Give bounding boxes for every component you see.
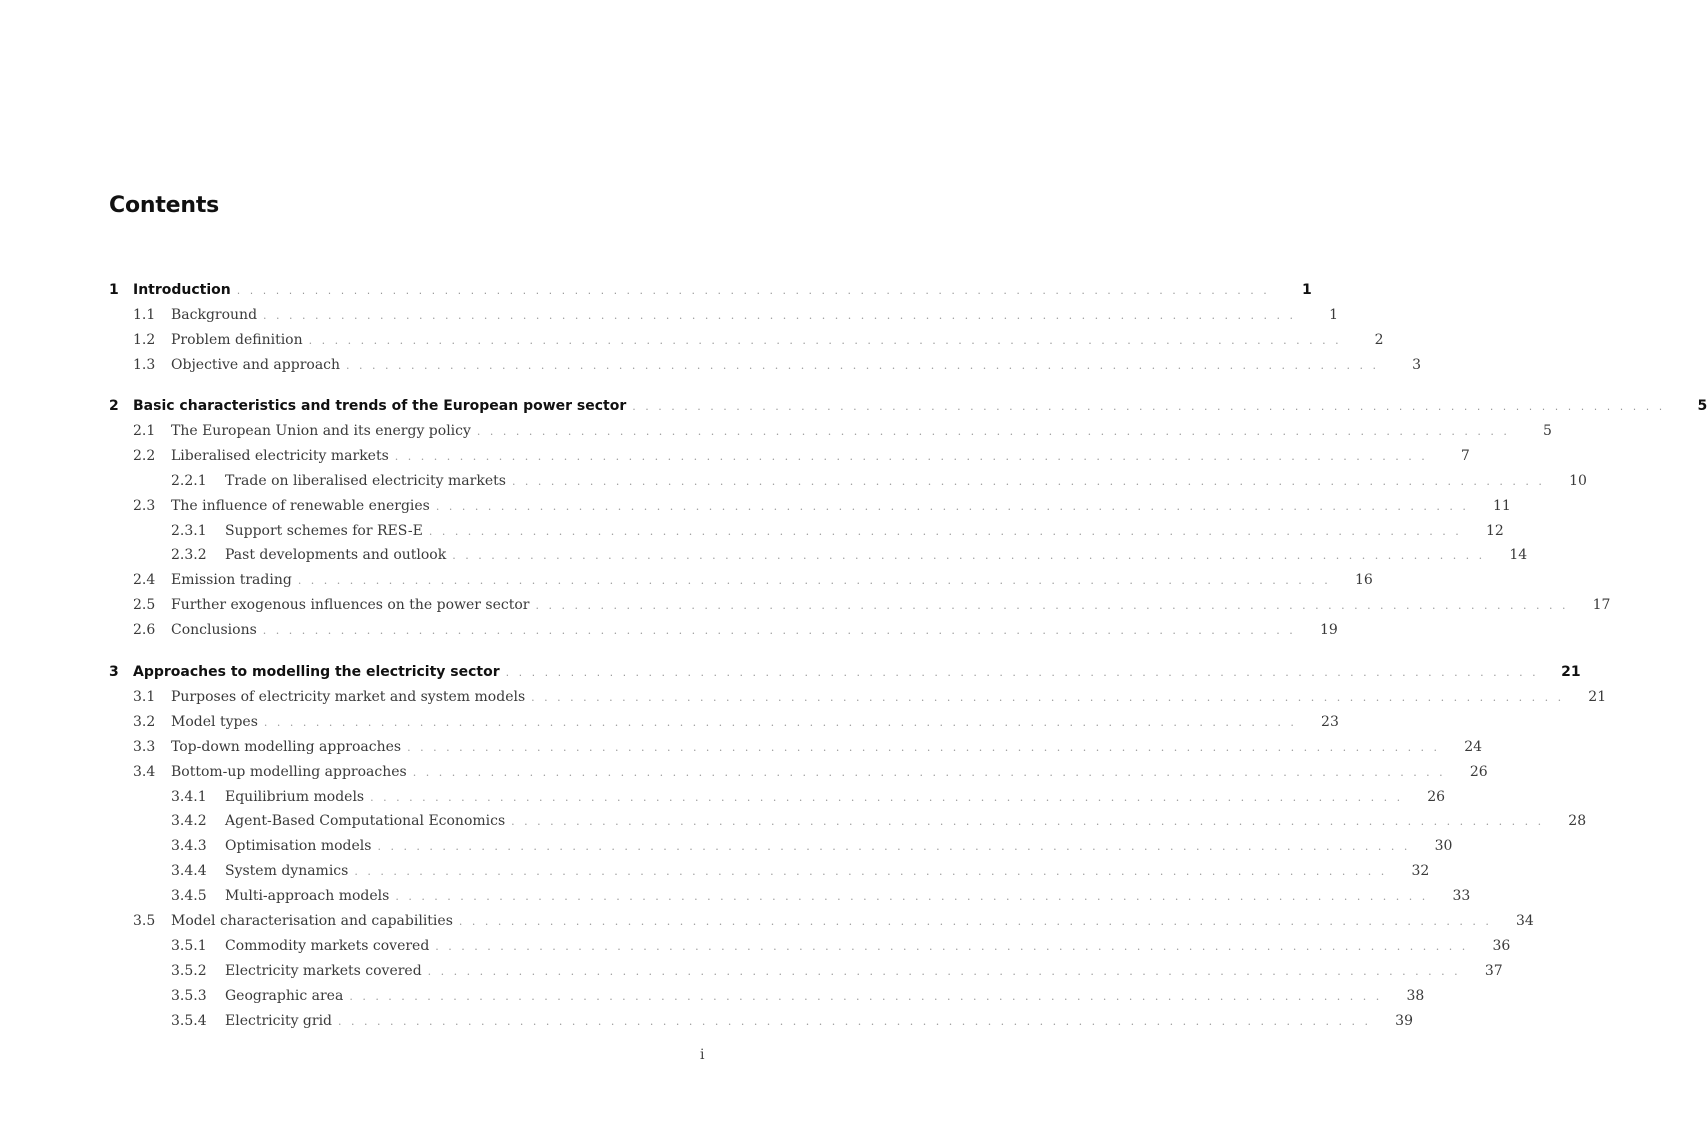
- dot-leader: . . . . . . . . . . . . . . . . . . . . . . . . . . . . . . . . . . . . . . . . . . . . . . . . . . . . . . . . . . . . . . . . . . . . . . . . . . . . . . . .: [458, 915, 1492, 928]
- toc-entry-page: 26: [1427, 788, 1446, 805]
- dot-leader: . . . . . . . . . . . . . . . . . . . . . . . . . . . . . . . . . . . . . . . . . . . . . . . . . . . . . . . . . . . . . . . . . . . . . . . . . . . . . . . .: [394, 449, 1428, 463]
- toc-entry-title: Optimisation models: [225, 838, 372, 855]
- toc-entry-title: Background: [171, 306, 258, 323]
- dot-leader: . . . . . . . . . . . . . . . . . . . . . . . . . . . . . . . . . . . . . . . . . . . . . . . . . . . . . . . . . . . . . . . . . . . . . . . . . . . . . . . .: [263, 715, 1297, 729]
- toc-entry-page: 1: [1301, 282, 1312, 298]
- toc-entry-number: 3.5.3: [171, 987, 207, 1004]
- toc-entry-page: 34: [1516, 913, 1534, 929]
- toc-entry-title: Electricity markets covered: [225, 962, 422, 979]
- dot-leader: . . . . . . . . . . . . . . . . . . . . . . . . . . . . . . . . . . . . . . . . . . . . . . . . . . . . . . . . . . . . . . . . . . . . . . . . . . . . . . . .: [505, 666, 1539, 679]
- toc-entry[interactable]: [109, 520, 1504, 542]
- toc-entry-number: 2: [109, 398, 119, 414]
- toc-entry-title: Model types: [171, 713, 258, 730]
- toc-entry-number: 2.2.1: [171, 472, 207, 489]
- dot-leader: . . . . . . . . . . . . . . . . . . . . . . . . . . . . . . . . . . . . . . . . . . . . . . . . . . . . . . . . . . . . . . . . . . . . . . . . . . . . . . . .: [377, 840, 1411, 854]
- toc-entry-title: Agent-Based Computational Economics: [225, 813, 506, 830]
- toc-entry-number: 3.4: [133, 763, 156, 780]
- toc-entry[interactable]: [109, 885, 1471, 907]
- toc-entry-page: 2: [1374, 331, 1384, 348]
- dot-leader: . . . . . . . . . . . . . . . . . . . . . . . . . . . . . . . . . . . . . . . . . . . . . . . . . . . . . . . . . . . . . . . . . . . . . . . . . . . . . . . .: [263, 308, 1297, 322]
- dot-leader: . . . . . . . . . . . . . . . . . . . . . . . . . . . . . . . . . . . . . . . . . . . . . . . . . . . . . . . . . . . . . . . . . . . . . . . . . . . . . . . .: [535, 599, 1569, 613]
- toc-entry-number: 2.1: [133, 422, 156, 439]
- toc-entry-title: The European Union and its energy policy: [171, 422, 471, 439]
- dot-leader: . . . . . . . . . . . . . . . . . . . . . . . . . . . . . . . . . . . . . . . . . . . . . . . . . . . . . . . . . . . . . . . . . . . . . . . . . . . . . . . .: [308, 333, 1342, 347]
- toc-entry-title: Conclusions: [171, 622, 257, 639]
- toc-entry[interactable]: [109, 960, 1503, 982]
- toc-entry-page: 28: [1568, 813, 1587, 830]
- dot-leader: . . . . . . . . . . . . . . . . . . . . . . . . . . . . . . . . . . . . . . . . . . . . . . . . . . . . . . . . . . . . . . . . . . . . . . . . . . . . . . . .: [297, 574, 1331, 588]
- toc-entry-page: 38: [1406, 987, 1425, 1004]
- dot-leader: . . . . . . . . . . . . . . . . . . . . . . . . . . . . . . . . . . . . . . . . . . . . . . . . . . . . . . . . . . . . . . . . . . . . . . . . . . . . . . . .: [511, 815, 1545, 829]
- toc-entry-number: 3: [109, 664, 119, 680]
- dot-leader: . . . . . . . . . . . . . . . . . . . . . . . . . . . . . . . . . . . . . . . . . . . . . . . . . . . . . . . . . . . . . . . . . . . . . . . . . . . . . . . .: [395, 890, 1429, 904]
- toc-entry[interactable]: [109, 810, 1587, 832]
- toc-entry-number: 3.5.1: [171, 937, 207, 954]
- toc-chapter-entry[interactable]: [109, 395, 1707, 417]
- dot-leader: . . . . . . . . . . . . . . . . . . . . . . . . . . . . . . . . . . . . . . . . . . . . . . . . . . . . . . . . . . . . . . . . . . . . . . . . . . . . . . . .: [435, 499, 1469, 513]
- toc-entry-title: System dynamics: [225, 863, 349, 880]
- toc-entry-page: 3: [1412, 356, 1421, 373]
- toc-entry[interactable]: [109, 569, 1373, 591]
- toc-entry-number: 3.5: [133, 913, 156, 929]
- toc-entry-title: Introduction: [133, 282, 231, 298]
- toc-entry-title: Liberalised electricity markets: [171, 447, 389, 464]
- toc-entry[interactable]: [109, 329, 1384, 351]
- toc-entry-page: 24: [1464, 738, 1483, 755]
- dot-leader: . . . . . . . . . . . . . . . . . . . . . . . . . . . . . . . . . . . . . . . . . . . . . . . . . . . . . . . . . . . . . . . . . . . . . . . . . . . . . . . .: [349, 989, 1383, 1003]
- toc-entry-title: Commodity markets covered: [225, 937, 430, 954]
- toc-entry-title: Purposes of electricity market and system models: [171, 688, 526, 705]
- dot-leader: . . . . . . . . . . . . . . . . . . . . . . . . . . . . . . . . . . . . . . . . . . . . . . . . . . . . . . . . . . . . . . . . . . . . . . . . . . . . . . . .: [632, 400, 1666, 413]
- toc-entry-title: Past developments and outlook: [225, 547, 447, 564]
- dot-leader: . . . . . . . . . . . . . . . . . . . . . . . . . . . . . . . . . . . . . . . . . . . . . . . . . . . . . . . . . . . . . . . . . . . . . . . . . . . . . . . .: [435, 939, 1469, 953]
- toc-entry[interactable]: [109, 736, 1483, 758]
- dot-leader: . . . . . . . . . . . . . . . . . . . . . . . . . . . . . . . . . . . . . . . . . . . . . . . . . . . . . . . . . . . . . . . . . . . . . . . . . . . . . . . .: [511, 474, 1545, 488]
- toc-entry[interactable]: [109, 495, 1511, 517]
- toc-entry-title: Electricity grid: [225, 1012, 333, 1029]
- dot-leader: . . . . . . . . . . . . . . . . . . . . . . . . . . . . . . . . . . . . . . . . . . . . . . . . . . . . . . . . . . . . . . . . . . . . . . . . . . . . . . . .: [531, 690, 1565, 704]
- toc-entry-page: 39: [1395, 1012, 1413, 1029]
- toc-entry[interactable]: [109, 470, 1587, 492]
- toc-entry-title: Multi-approach models: [225, 888, 390, 905]
- dot-leader: . . . . . . . . . . . . . . . . . . . . . . . . . . . . . . . . . . . . . . . . . . . . . . . . . . . . . . . . . . . . . . . . . . . . . . . . . . . . . . . .: [370, 790, 1404, 804]
- toc-entry[interactable]: [109, 420, 1552, 442]
- toc-entry-title: Problem definition: [171, 331, 303, 348]
- toc-entry[interactable]: [109, 445, 1470, 467]
- toc-entry[interactable]: [109, 544, 1528, 566]
- toc-entry[interactable]: [109, 860, 1430, 882]
- toc-entry-page: 16: [1354, 572, 1373, 589]
- dot-leader: . . . . . . . . . . . . . . . . . . . . . . . . . . . . . . . . . . . . . . . . . . . . . . . . . . . . . . . . . . . . . . . . . . . . . . . . . . . . . . . .: [476, 424, 1510, 438]
- toc-entry-number: 3.4.1: [171, 788, 207, 805]
- toc-entry-page: 30: [1434, 838, 1453, 855]
- toc-entry-page: 14: [1509, 547, 1528, 564]
- toc-entry-number: 2.2: [133, 447, 156, 464]
- toc-entry-number: 3.4.3: [171, 838, 207, 855]
- toc-entry-title: Geographic area: [225, 987, 344, 1004]
- dot-leader: . . . . . . . . . . . . . . . . . . . . . . . . . . . . . . . . . . . . . . . . . . . . . . . . . . . . . . . . . . . . . . . . . . . . . . . . . . . . . . . .: [428, 524, 1462, 538]
- toc-entry-page: 12: [1485, 522, 1504, 539]
- toc-entry-page: 10: [1569, 472, 1587, 489]
- dot-leader: . . . . . . . . . . . . . . . . . . . . . . . . . . . . . . . . . . . . . . . . . . . . . . . . . . . . . . . . . . . . . . . . . . . . . . . . . . . . . . . .: [407, 740, 1441, 754]
- toc-entry-number: 3.4.5: [171, 888, 207, 905]
- dot-leader: . . . . . . . . . . . . . . . . . . . . . . . . . . . . . . . . . . . . . . . . . . . . . . . . . . . . . . . . . . . . . . . . . . . . . . . . . . . . . . . .: [236, 284, 1270, 297]
- toc-entry-number: 2.3.1: [171, 522, 207, 539]
- toc-entry-title: Top-down modelling approaches: [171, 738, 402, 755]
- toc-entry-page: 33: [1452, 888, 1471, 905]
- toc-entry-title: Basic characteristics and trends of the European power sector: [133, 398, 627, 414]
- toc-entry-title: The influence of renewable energies: [171, 497, 430, 514]
- toc-entry-page: 26: [1469, 763, 1488, 780]
- toc-entry[interactable]: [109, 594, 1611, 616]
- dot-leader: . . . . . . . . . . . . . . . . . . . . . . . . . . . . . . . . . . . . . . . . . . . . . . . . . . . . . . . . . . . . . . . . . . . . . . . . . . . . . . . .: [427, 964, 1461, 978]
- toc-entry-number: 3.4.2: [171, 813, 207, 830]
- toc-entry-number: 2.5: [133, 597, 156, 614]
- toc-entry-number: 2.4: [133, 572, 156, 589]
- toc-entry[interactable]: [109, 985, 1425, 1007]
- dot-leader: . . . . . . . . . . . . . . . . . . . . . . . . . . . . . . . . . . . . . . . . . . . . . . . . . . . . . . . . . . . . . . . . . . . . . . . . . . . . . . . .: [262, 624, 1296, 638]
- page-title: Contents: [109, 193, 220, 218]
- toc-entry[interactable]: [109, 935, 1511, 957]
- toc-entry-number: 1: [109, 282, 119, 298]
- toc-chapter-entry[interactable]: [109, 279, 1312, 301]
- toc-entry-title: Model characterisation and capabilities: [171, 913, 453, 929]
- dot-leader: . . . . . . . . . . . . . . . . . . . . . . . . . . . . . . . . . . . . . . . . . . . . . . . . . . . . . . . . . . . . . . . . . . . . . . . . . . . . . . . .: [452, 549, 1486, 563]
- toc-entry-page: 17: [1592, 597, 1611, 614]
- toc-entry[interactable]: [109, 761, 1488, 783]
- toc-entry-title: Support schemes for RES-E: [225, 522, 423, 539]
- toc-entry-page: 32: [1411, 863, 1430, 880]
- toc-entry-page: 11: [1493, 497, 1511, 514]
- toc-entry-page: 37: [1484, 962, 1503, 979]
- toc-entry-title: Objective and approach: [171, 356, 341, 373]
- page-number: i: [700, 1047, 705, 1063]
- toc-entry-title: Approaches to modelling the electricity sector: [133, 664, 500, 680]
- toc-entry-title: Bottom-up modelling approaches: [171, 763, 407, 780]
- toc-entry-page: 5: [1542, 422, 1552, 439]
- dot-leader: . . . . . . . . . . . . . . . . . . . . . . . . . . . . . . . . . . . . . . . . . . . . . . . . . . . . . . . . . . . . . . . . . . . . . . . . . . . . . . . .: [412, 765, 1446, 779]
- toc-entry[interactable]: [109, 619, 1338, 641]
- dot-leader: . . . . . . . . . . . . . . . . . . . . . . . . . . . . . . . . . . . . . . . . . . . . . . . . . . . . . . . . . . . . . . . . . . . . . . . . . . . . . . . .: [354, 865, 1388, 879]
- toc-entry-page: 21: [1561, 664, 1581, 680]
- toc-entry-number: 2.6: [133, 622, 156, 639]
- toc-entry-number: 3.4.4: [171, 863, 207, 880]
- toc-entry-number: 3.5.2: [171, 962, 207, 979]
- toc-entry-page: 36: [1492, 937, 1511, 954]
- dot-leader: . . . . . . . . . . . . . . . . . . . . . . . . . . . . . . . . . . . . . . . . . . . . . . . . . . . . . . . . . . . . . . . . . . . . . . . . . . . . . . . .: [346, 358, 1379, 372]
- toc-entry[interactable]: [109, 304, 1339, 326]
- toc-entry-title: Trade on liberalised electricity markets: [225, 472, 506, 489]
- toc-entry-title: Further exogenous influences on the power sector: [171, 597, 530, 614]
- toc-entry-title: Equilibrium models: [225, 788, 365, 805]
- toc-entry-number: 1.1: [133, 306, 156, 323]
- toc-entry-number: 1.2: [133, 331, 156, 348]
- toc-entry-page: 21: [1588, 688, 1607, 705]
- toc-entry-number: 2.3: [133, 497, 156, 514]
- toc-entry-page: 5: [1697, 398, 1707, 414]
- toc-entry-page: 19: [1319, 622, 1338, 639]
- toc-entry-page: 7: [1460, 447, 1470, 464]
- toc-entry[interactable]: [109, 910, 1534, 932]
- toc-entry-page: 23: [1321, 713, 1339, 730]
- toc-entry-number: 2.3.2: [171, 547, 207, 564]
- toc-entry-page: 1: [1329, 306, 1339, 323]
- toc-entry-number: 3.5.4: [171, 1012, 207, 1029]
- toc-entry[interactable]: [109, 711, 1339, 733]
- toc-entry[interactable]: [109, 835, 1453, 857]
- toc-entry-title: Emission trading: [171, 572, 292, 589]
- toc-entry[interactable]: [109, 354, 1421, 376]
- toc-entry[interactable]: [109, 786, 1446, 808]
- toc-entry[interactable]: [109, 686, 1607, 708]
- toc-chapter-entry[interactable]: [109, 661, 1581, 683]
- dot-leader: . . . . . . . . . . . . . . . . . . . . . . . . . . . . . . . . . . . . . . . . . . . . . . . . . . . . . . . . . . . . . . . . . . . . . . . . . . . . . . . .: [338, 1014, 1371, 1028]
- toc-entry[interactable]: [109, 1010, 1413, 1032]
- toc-entry-number: 3.1: [133, 688, 156, 705]
- toc-entry-number: 1.3: [133, 356, 156, 373]
- toc-entry-number: 3.2: [133, 713, 156, 730]
- toc-entry-number: 3.3: [133, 738, 156, 755]
